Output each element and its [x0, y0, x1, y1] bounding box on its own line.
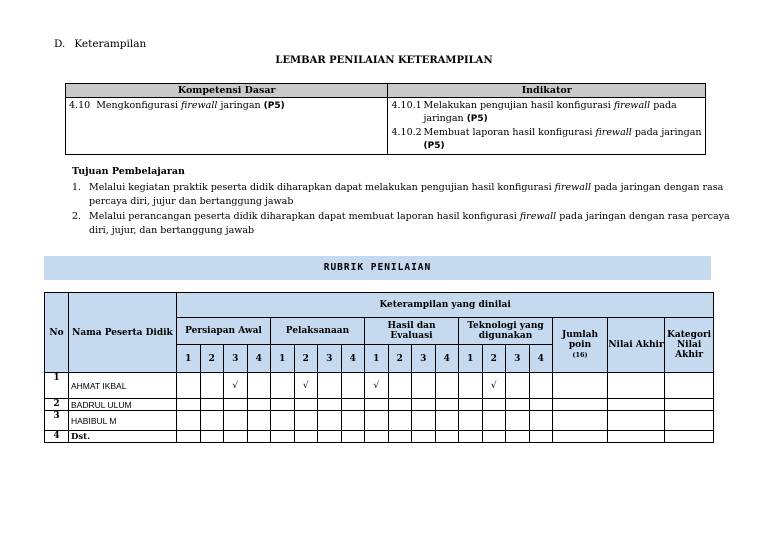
table-row — [45, 411, 714, 431]
table-row — [45, 431, 714, 443]
score-cell[interactable] — [318, 431, 342, 443]
score-cell[interactable] — [341, 411, 365, 431]
score-header: 3 — [506, 345, 530, 373]
header-nama-peserta: Nama Peserta Didik — [69, 293, 177, 373]
indicator-item — [391, 99, 702, 126]
score-cell[interactable] — [224, 411, 248, 431]
goal-text-post: pada jaringan dengan rasa percaya diri, jujur dan bertanggung jawab — [89, 181, 724, 207]
header-aspect-hasil: Hasil dan Evaluasi — [365, 318, 459, 345]
student-name: HABIBUL M — [69, 411, 177, 431]
goal-text-italic: firewall — [519, 210, 557, 222]
rubric-banner: RUBRIK PENILAIAN — [44, 256, 711, 280]
header-indikator: Indikator — [388, 84, 706, 98]
indicator-text-italic: firewall — [613, 100, 651, 111]
score-cell[interactable] — [388, 411, 412, 431]
score-cell[interactable] — [200, 373, 224, 399]
header-aspect-pelaksanaan: Pelaksanaan — [271, 318, 365, 345]
score-header: 4 — [341, 345, 365, 373]
score-header: 2 — [482, 345, 506, 373]
score-cell[interactable] — [200, 431, 224, 443]
score-cell[interactable] — [247, 399, 271, 411]
kd-tag: (P5) — [263, 101, 285, 111]
score-cell[interactable] — [177, 373, 201, 399]
header-aspect-persiapan: Persiapan Awal — [177, 318, 271, 345]
score-cell[interactable] — [435, 431, 459, 443]
score-header: 4 — [435, 345, 459, 373]
score-header: 2 — [200, 345, 224, 373]
goal-number: 1. — [72, 181, 82, 193]
jumlah-cell[interactable] — [553, 411, 608, 431]
goal-text-italic: firewall — [554, 181, 592, 193]
score-cell[interactable] — [271, 373, 295, 399]
score-cell[interactable] — [482, 411, 506, 431]
score-cell[interactable] — [200, 399, 224, 411]
student-name: AHMAT IKBAL — [69, 373, 177, 399]
score-cell[interactable] — [435, 373, 459, 399]
score-cell[interactable] — [459, 431, 483, 443]
header-aspect-teknologi: Teknologi yang digunakan — [459, 318, 553, 345]
kategori-cell[interactable] — [665, 431, 714, 443]
score-header: 2 — [388, 345, 412, 373]
score-cell[interactable] — [412, 431, 436, 443]
check-mark-icon: √ — [302, 380, 309, 391]
header-keterampilan: Keterampilan yang dinilai — [177, 293, 714, 318]
indicator-tag: (P5) — [466, 114, 488, 124]
score-cell[interactable] — [341, 399, 365, 411]
student-name: Dst. — [69, 431, 177, 443]
score-header: 1 — [177, 345, 201, 373]
kd-text-pre: Mengkonfigurasi — [96, 100, 179, 111]
check-mark-icon: √ — [232, 380, 239, 391]
goal-item — [72, 181, 732, 210]
learning-goals — [72, 165, 732, 239]
score-cell[interactable] — [388, 431, 412, 443]
score-cell[interactable] — [506, 373, 530, 399]
indicator-text-italic: firewall — [595, 127, 632, 138]
score-header: 4 — [247, 345, 271, 373]
sheet-title: LEMBAR PENILAIAN KETERAMPILAN — [275, 55, 493, 66]
score-cell[interactable] — [365, 399, 389, 411]
score-cell[interactable] — [529, 373, 553, 399]
score-cell[interactable] — [318, 399, 342, 411]
kd-cell — [66, 98, 388, 155]
kategori-cell[interactable] — [665, 373, 714, 399]
check-mark-icon: √ — [490, 380, 497, 391]
score-header: 2 — [294, 345, 318, 373]
section-title: Keterampilan — [74, 38, 147, 50]
score-cell[interactable] — [271, 431, 295, 443]
nilai-cell[interactable] — [608, 411, 665, 431]
jumlah-cell[interactable] — [553, 373, 608, 399]
jumlah-label: Jumlah poin — [561, 330, 599, 350]
indicator-cell — [388, 98, 706, 155]
score-header: 1 — [365, 345, 389, 373]
goals-title: Tujuan Pembelajaran — [72, 166, 185, 177]
score-cell[interactable] — [177, 411, 201, 431]
score-cell[interactable] — [224, 399, 248, 411]
kategori-cell[interactable] — [665, 399, 714, 411]
score-cell-checked[interactable] — [365, 373, 389, 399]
score-cell[interactable] — [529, 399, 553, 411]
header-no: No — [45, 293, 69, 373]
score-cell[interactable] — [482, 431, 506, 443]
row-number: 4 — [45, 431, 69, 443]
score-cell-checked[interactable] — [224, 373, 248, 399]
score-cell[interactable] — [365, 411, 389, 431]
row-number: 3 — [45, 411, 69, 431]
nilai-cell[interactable] — [608, 399, 665, 411]
goal-text-post: pada jaringan dengan rasa percaya diri, jujur, dan bertanggung jawab — [89, 210, 730, 236]
section-heading — [54, 38, 146, 50]
score-cell[interactable] — [247, 411, 271, 431]
goal-number: 2. — [72, 210, 82, 222]
competency-table — [65, 83, 706, 155]
score-cell[interactable] — [412, 399, 436, 411]
score-header: 3 — [224, 345, 248, 373]
score-cell[interactable] — [318, 373, 342, 399]
score-cell[interactable] — [482, 399, 506, 411]
row-number: 1 — [45, 373, 69, 399]
indicator-text-pre: Melakukan pengujian hasil konfigurasi — [423, 100, 611, 111]
score-cell[interactable] — [506, 411, 530, 431]
score-cell[interactable] — [506, 399, 530, 411]
score-cell[interactable] — [271, 411, 295, 431]
score-cell[interactable] — [294, 411, 318, 431]
score-header: 3 — [318, 345, 342, 373]
row-number: 2 — [45, 399, 69, 411]
score-cell[interactable] — [318, 411, 342, 431]
score-cell[interactable] — [365, 431, 389, 443]
nilai-cell[interactable] — [608, 431, 665, 443]
goal-text-pre: Melalui kegiatan praktik peserta didik diharapkan dapat melakukan pengujian hasil konfigurasi — [89, 181, 552, 193]
score-cell[interactable] — [294, 431, 318, 443]
score-cell[interactable] — [341, 431, 365, 443]
goal-item — [72, 210, 732, 239]
table-row — [45, 373, 714, 399]
score-cell[interactable] — [435, 411, 459, 431]
indicator-number: 4.10.1 — [391, 100, 422, 111]
table-row — [45, 399, 714, 411]
goal-text-pre: Melalui perancangan peserta didik diharapkan dapat membuat laporan hasil konfigurasi — [89, 210, 517, 222]
kd-number: 4.10 — [69, 100, 91, 111]
score-cell[interactable] — [459, 399, 483, 411]
score-cell[interactable] — [459, 373, 483, 399]
score-cell[interactable] — [459, 411, 483, 431]
indicator-number: 4.10.2 — [391, 127, 422, 138]
kategori-cell[interactable] — [665, 411, 714, 431]
score-cell[interactable] — [529, 431, 553, 443]
kd-text-post: jaringan — [220, 100, 261, 111]
score-cell[interactable] — [412, 373, 436, 399]
score-header: 4 — [529, 345, 553, 373]
score-cell[interactable] — [224, 431, 248, 443]
score-cell[interactable] — [177, 431, 201, 443]
score-cell[interactable] — [247, 373, 271, 399]
score-cell[interactable] — [294, 399, 318, 411]
section-letter: D. — [54, 38, 66, 50]
score-cell-checked[interactable] — [482, 373, 506, 399]
jumlah-max: (16) — [572, 351, 588, 359]
indicator-text-pre: Membuat laporan hasil konfigurasi — [423, 127, 593, 138]
header-nilai-akhir: Nilai Akhir — [608, 318, 665, 373]
indicator-text-post: pada jaringan — [634, 127, 702, 138]
rubric-table — [44, 292, 714, 443]
score-cell-checked[interactable] — [294, 373, 318, 399]
header-kategori: Kategori Nilai Akhir — [665, 318, 714, 373]
kd-text-italic: firewall — [181, 100, 218, 111]
indicator-tag: (P5) — [423, 141, 445, 151]
header-jumlah-poin — [553, 318, 608, 373]
score-cell[interactable] — [341, 373, 365, 399]
score-cell[interactable] — [388, 399, 412, 411]
score-cell[interactable] — [529, 411, 553, 431]
indicator-item — [391, 126, 702, 153]
header-kompetensi-dasar: Kompetensi Dasar — [66, 84, 388, 98]
score-cell[interactable] — [506, 431, 530, 443]
score-header: 3 — [412, 345, 436, 373]
indicator-text-post: pada jaringan — [423, 100, 677, 124]
score-cell[interactable] — [271, 399, 295, 411]
score-header: 1 — [459, 345, 483, 373]
score-cell[interactable] — [247, 431, 271, 443]
score-cell[interactable] — [412, 411, 436, 431]
score-header: 1 — [271, 345, 295, 373]
score-cell[interactable] — [435, 399, 459, 411]
jumlah-cell[interactable] — [553, 399, 608, 411]
jumlah-cell[interactable] — [553, 431, 608, 443]
student-name: BADRUL ULUM — [69, 399, 177, 411]
nilai-cell[interactable] — [608, 373, 665, 399]
score-cell[interactable] — [177, 399, 201, 411]
score-cell[interactable] — [388, 373, 412, 399]
score-cell[interactable] — [200, 411, 224, 431]
check-mark-icon: √ — [373, 380, 380, 391]
